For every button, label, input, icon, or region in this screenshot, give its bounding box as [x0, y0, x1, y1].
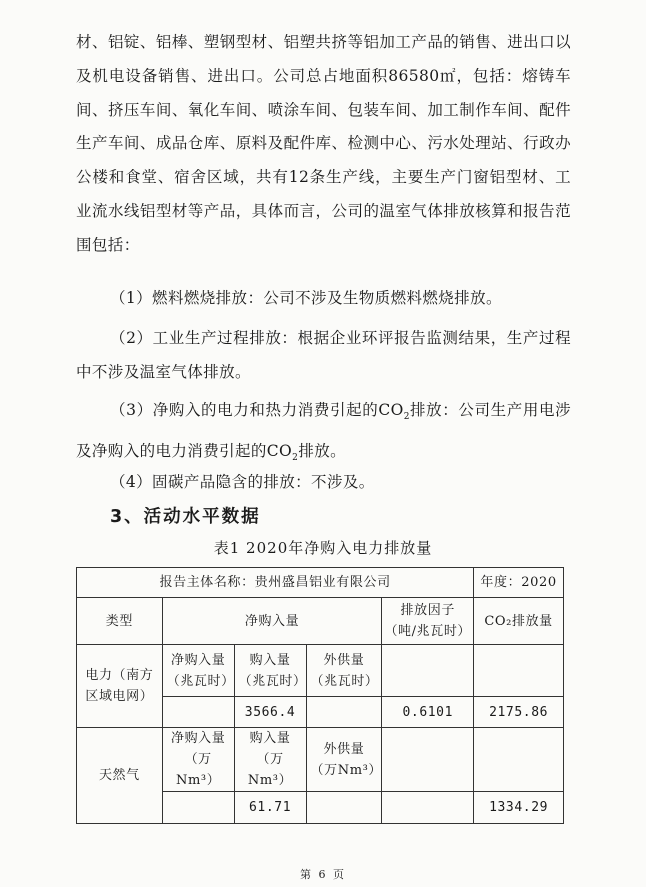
gas-sub-out: 外供量（万Nm³）: [306, 728, 382, 792]
col-factor-title: 排放因子: [400, 603, 455, 618]
table-row: [77, 598, 564, 645]
col-net-header: 净购入量: [162, 598, 382, 645]
electricity-factor-value: 0.6101: [382, 697, 474, 728]
gas-co2-value: 1334.29: [474, 792, 564, 824]
gas-factor-blank: [382, 728, 474, 792]
co2-subscript: 2: [292, 452, 299, 463]
table-caption: 表1 2020年净购入电力排放量: [213, 539, 433, 557]
electricity-sub-net: 净购入量（兆瓦时）: [162, 645, 234, 697]
scope-item-1: （1）燃料燃烧排放：公司不涉及生物质燃料燃烧排放。: [110, 289, 502, 307]
section-heading: 3、活动水平数据: [110, 507, 261, 527]
col-factor-header: [382, 598, 474, 645]
electricity-buy-value: 3566.4: [234, 697, 306, 728]
table-row: [77, 568, 564, 598]
gas-factor-value: [382, 792, 474, 824]
table-row: [77, 728, 564, 792]
gas-sub-net: 净购入量（万Nm³）: [162, 728, 234, 792]
col-factor-unit: （吨/兆瓦时）: [384, 624, 472, 639]
electricity-factor-blank: [382, 645, 474, 697]
scope-item-3-part-a: （3）净购入的电力和热力消费引起的CO: [110, 401, 404, 419]
reporter-cell: 报告主体名称：贵州盛昌铝业有限公司: [77, 568, 474, 598]
electricity-sub-out: 外供量（兆瓦时）: [306, 645, 382, 697]
scope-item-3: [76, 394, 571, 476]
scope-item-3-part-b: 排放：公司生产用电涉及净购入的电力消费引起的CO: [76, 401, 571, 460]
intro-paragraph: 材、铝锭、铝棒、塑钢型材、铝塑共挤等铝加工产品的销售、进出口以及机电设备销售、进出口。公司总占地面积86580㎡，包括：熔铸车间、挤压车间、氧化车间、喷涂车间、包装车间、加工制作车间、配件生产车间、成品仓库、原料及配件库、检测中心、污水处理站、行政办公楼和食堂、宿舍区域，共有12条生产线，主要生产门窗铝型材、工业流水线铝型材等产品，具体而言，公司的温室气体排放核算和报告范围包括：: [76, 33, 571, 254]
gas-net-value: [162, 792, 234, 824]
gas-out-value: [306, 792, 382, 824]
gas-co2-blank: [474, 728, 564, 792]
col-type-header: 类型: [77, 598, 163, 645]
co2-subscript: 2: [403, 412, 410, 423]
scope-item-4: （4）固碳产品隐含的排放：不涉及。: [110, 473, 375, 491]
gas-label: 天然气: [77, 728, 163, 824]
electricity-co2-value: 2175.86: [474, 697, 564, 728]
gas-sub-buy: 购入量（万Nm³）: [234, 728, 306, 792]
scope-item-2: （2）工业生产过程排放：根据企业环评报告监测结果，生产过程中不涉及温室气体排放。: [76, 329, 571, 381]
electricity-out-value: [306, 697, 382, 728]
emissions-table: [76, 567, 564, 824]
electricity-label: 电力（南方区域电网）: [77, 645, 163, 728]
table-row: [77, 645, 564, 697]
page-number: 第 6 页: [300, 868, 346, 881]
col-co2-header: CO₂排放量: [474, 598, 564, 645]
electricity-co2-blank: [474, 645, 564, 697]
electricity-net-value: [162, 697, 234, 728]
year-cell: 年度：2020: [474, 568, 564, 598]
gas-buy-value: 61.71: [234, 792, 306, 824]
electricity-sub-buy: 购入量（兆瓦时）: [234, 645, 306, 697]
scope-item-3-part-c: 排放。: [298, 441, 347, 460]
